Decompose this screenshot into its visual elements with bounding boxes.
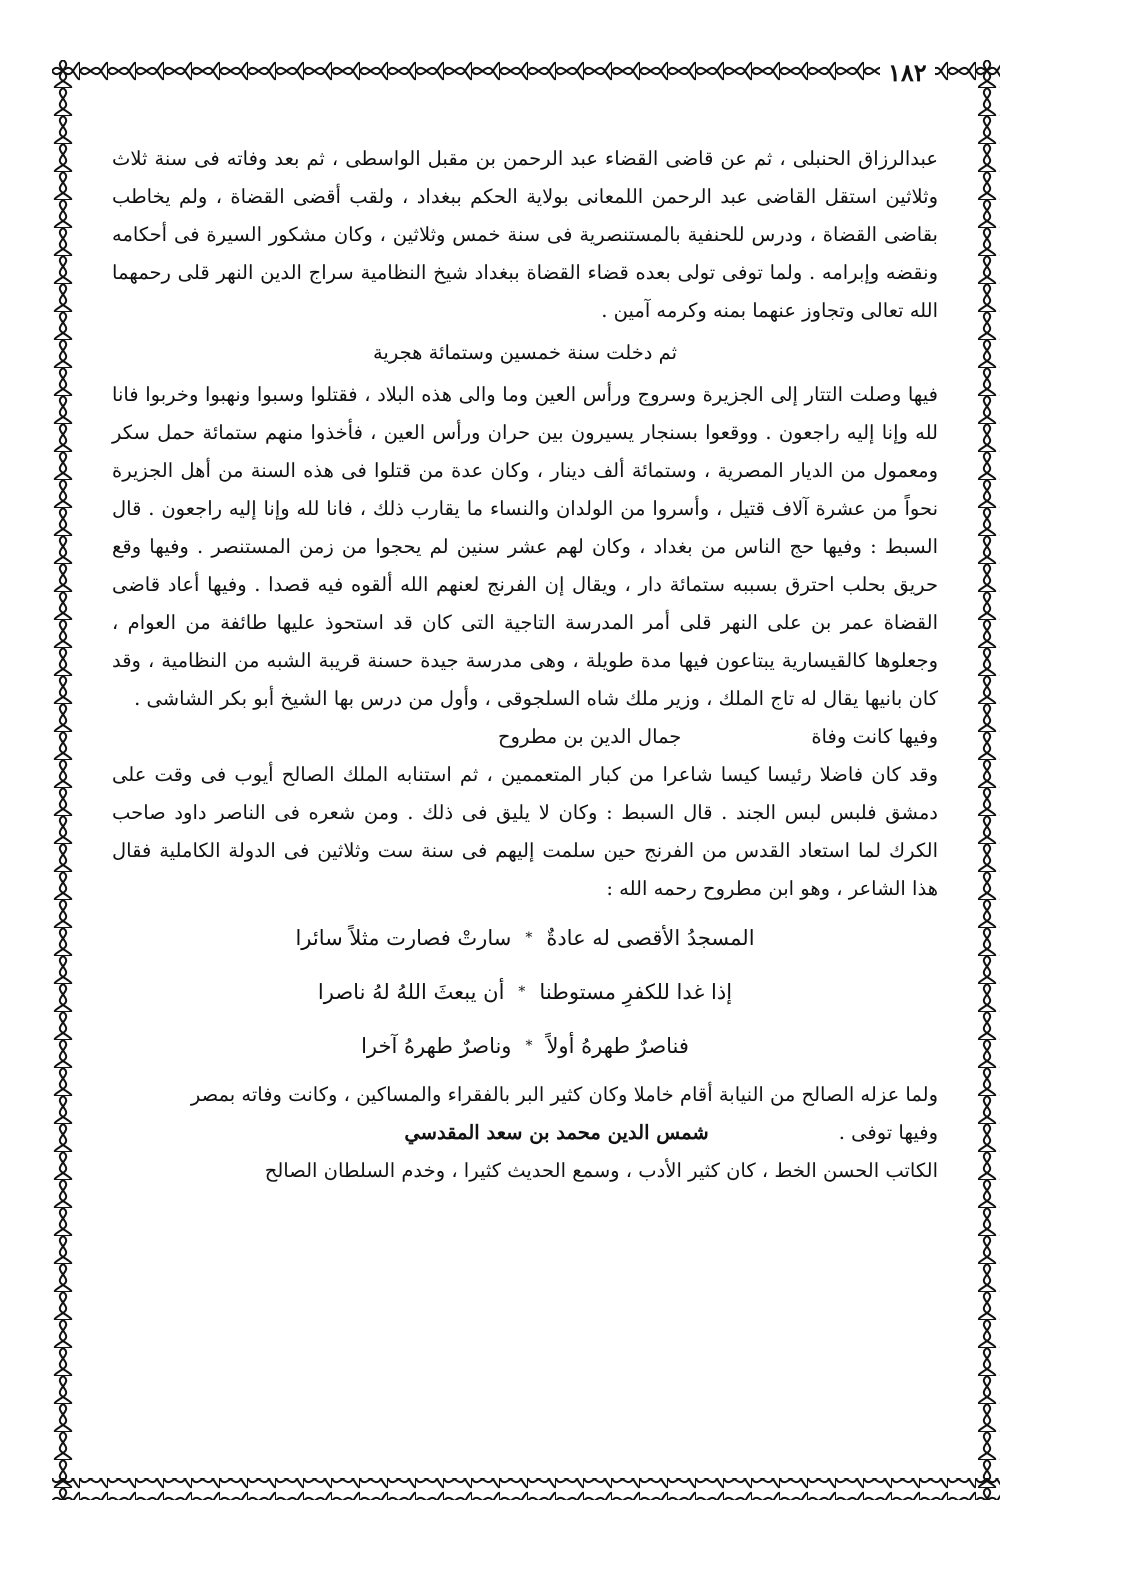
hemistich: فناصرٌ طهرهُ أولاً	[546, 1034, 689, 1058]
hemistich: إذا غدا للكفرِ مستوطنا	[539, 980, 733, 1004]
paragraph: فيها وصلت التتار إلى الجزيرة وسروج ورأس العين وما والى هذه البلاد ، فقتلوا وسبوا ونهبوا وخربوا فانا لله وإنا إليه راجعون . ووقعوا بسنجار يسيرون بين حران ورأس العين ، فأخذوا منهم ستمائة حمل سكر ومعمول من الديار المصرية ، وستمائة ألف دينار ، وكان عدة من قتلوا فى هذه السنة من أهل الجزيرة نحواً من عشرة آلاف قتيل ، وأسروا من الولدان والنساء ما يقارب ذلك ، فانا لله وإنا إليه راجعون . قال السبط : وفيها حج الناس من بغداد ، وكان لهم عشر سنين لم يحجوا من زمن المستنصر . وفيها وقع حريق بحلب احترق بسببه ستمائة دار ، ويقال إن الفرنج لعنهم الله ألقوه فيه قصدا . وفيها أعاد قاضى القضاة عمر بن على النهر قلى أمر المدرسة التاجية التى كان قد استحوذ عليها طائفة من العوام ، وجعلوها كالقيسارية يبتاعون فيها مدة طويلة ، وهى مدرسة جيدة حسنة قريبة الشبه من النظامية ، وقد كان بانيها يقال له تاج الملك ، وزير ملك شاه السلجوقى ، وأول من درس بها الشيخ أبو بكر الشاشى .	[112, 383, 938, 710]
death-name: شمس الدين محمد بن سعد المقدسي	[404, 1121, 709, 1144]
death-heading	[112, 718, 938, 756]
verse-line	[112, 968, 938, 1016]
death-prefix: وفيها كانت وفاة	[811, 725, 938, 748]
hemistich: وناصرٌ طهرهُ آخرا	[361, 1034, 512, 1058]
death-heading	[112, 1114, 938, 1152]
verse-line	[112, 1022, 938, 1070]
verse-separator: *	[525, 1038, 533, 1054]
death-name: جمال الدين بن مطروح	[497, 725, 682, 748]
paragraph: عبدالرزاق الحنبلى ، ثم عن قاضى القضاء عبد الرحمن بن مقبل الواسطى ، ثم بعد وفاته فى سنة ثلاث وثلاثين استقل القاضى عبد الرحمن اللمعانى بولاية الحكم ببغداد ، ولقب أقضى القضاة ، ولم يخاطب بقاضى القضاة ، ودرس للحنفية بالمستنصرية فى سنة خمس وثلاثين ، وكان مشكور السيرة فى أحكامه ونقضه وإبرامه . ولما توفى تولى بعده قضاء القضاة ببغداد شيخ النظامية سراج الدين النهر قلى رحمهما الله تعالى وتجاوز عنهما بمنه وكرمه آمين .	[112, 147, 938, 322]
verse-line	[112, 914, 938, 962]
hemistich: المسجدُ الأقصى له عادةٌ	[546, 926, 755, 950]
paragraph: الكاتب الحسن الخط ، كان كثير الأدب ، وسمع الحديث كثيرا ، وخدم السلطان الصالح	[264, 1159, 938, 1182]
page-number: ١٨٢	[880, 58, 935, 87]
paragraph: ولما عزله الصالح من النيابة أقام خاملا وكان كثير البر بالفقراء والمساكين ، وكانت وفاته بمصر	[190, 1083, 938, 1106]
paragraph: وقد كان فاضلا رئيسا كيسا شاعرا من كبار المتعممين ، ثم استنابه الملك الصالح أيوب فى وقت على دمشق فلبس لبس الجند . قال السبط : وكان لا يليق فى ذلك . ومن شعره فى الناصر داود صاحب الكرك لما استعاد القدس من الفرنج حين سلمت إليهم فى سنة ست وثلاثين فى الدولة الكاملية فقال هذا الشاعر ، وهو ابن مطروح رحمه الله :	[112, 763, 938, 900]
verse-separator: *	[518, 984, 526, 1000]
death-prefix: وفيها توفى .	[838, 1121, 938, 1144]
verse-separator: *	[525, 930, 533, 946]
hemistich: سارتْ فصارت مثلاً سائرا	[295, 926, 512, 950]
text-body	[112, 140, 938, 1190]
hemistich: أن يبعثَ اللهُ لهُ ناصرا	[317, 980, 505, 1004]
year-heading: ثم دخلت سنة خمسين وستمائة هجرية	[372, 341, 678, 364]
